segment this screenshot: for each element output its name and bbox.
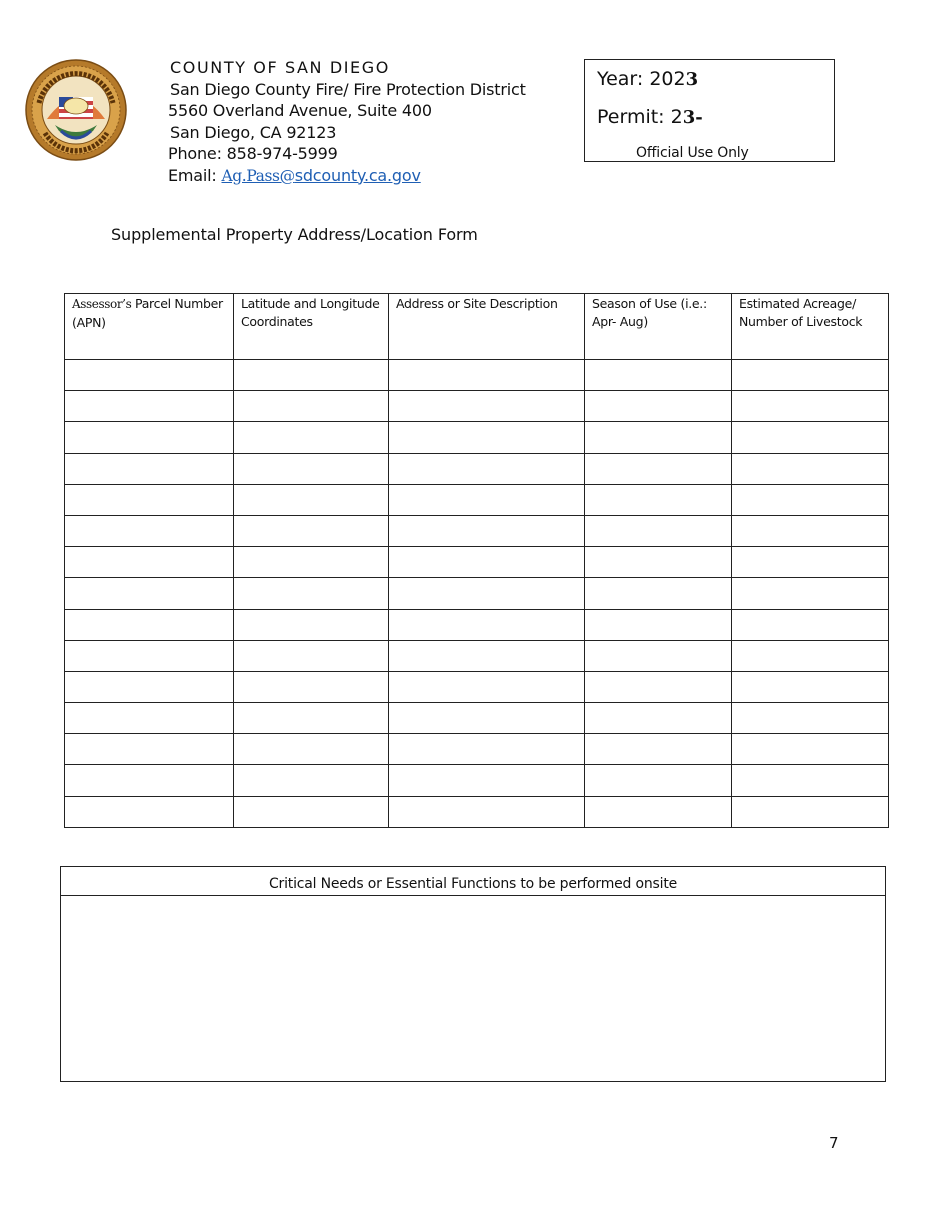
year-field: [597, 68, 698, 90]
permit-label: Permit: 2: [597, 106, 683, 128]
cell-coordinates[interactable]: [234, 671, 389, 702]
cell-address[interactable]: [389, 640, 585, 671]
cell-acreage[interactable]: [732, 453, 889, 484]
cell-season[interactable]: [585, 547, 732, 578]
cell-address[interactable]: [389, 734, 585, 765]
apn-header-rest: Parcel Number (APN): [72, 296, 223, 330]
cell-acreage[interactable]: [732, 671, 889, 702]
table-row: [65, 453, 889, 484]
table-header-row: [65, 294, 889, 360]
cell-apn[interactable]: [65, 453, 234, 484]
cell-address[interactable]: [389, 703, 585, 734]
header-address-block: [168, 57, 526, 187]
cell-apn[interactable]: [65, 765, 234, 796]
permit-suffix: 3-: [682, 107, 703, 128]
table-row: [65, 609, 889, 640]
cell-coordinates[interactable]: [234, 640, 389, 671]
column-header-address: Address or Site Description: [389, 294, 585, 360]
cell-address[interactable]: [389, 578, 585, 609]
table-row: [65, 578, 889, 609]
table-row: [65, 734, 889, 765]
cell-apn[interactable]: [65, 703, 234, 734]
table-row: [65, 360, 889, 391]
cell-apn[interactable]: [65, 578, 234, 609]
cell-season[interactable]: [585, 703, 732, 734]
cell-acreage[interactable]: [732, 609, 889, 640]
cell-address[interactable]: [389, 765, 585, 796]
cell-season[interactable]: [585, 734, 732, 765]
cell-apn[interactable]: [65, 360, 234, 391]
cell-coordinates[interactable]: [234, 422, 389, 453]
email-link-part1: Ag.Pass@: [221, 166, 295, 185]
cell-address[interactable]: [389, 671, 585, 702]
cell-season[interactable]: [585, 422, 732, 453]
phone-line: Phone: 858-974-5999: [168, 144, 338, 163]
table-row: [65, 796, 889, 827]
table-row: [65, 765, 889, 796]
email-label: Email:: [168, 165, 217, 185]
cell-acreage[interactable]: [732, 765, 889, 796]
cell-acreage[interactable]: [732, 547, 889, 578]
table-row: [65, 703, 889, 734]
cell-coordinates[interactable]: [234, 484, 389, 515]
cell-address[interactable]: [389, 391, 585, 422]
cell-address[interactable]: [389, 484, 585, 515]
cell-season[interactable]: [585, 515, 732, 546]
table-row: [65, 422, 889, 453]
official-use-box: [584, 59, 835, 162]
cell-apn[interactable]: [65, 484, 234, 515]
cell-apn[interactable]: [65, 640, 234, 671]
table-row: [65, 391, 889, 422]
department-name: San Diego County Fire/ Fire Protection District: [170, 79, 526, 99]
cell-season[interactable]: [585, 640, 732, 671]
cell-coordinates[interactable]: [234, 360, 389, 391]
cell-apn[interactable]: [65, 391, 234, 422]
cell-coordinates[interactable]: [234, 609, 389, 640]
org-name: COUNTY OF SAN DIEGO: [170, 58, 390, 77]
table-row: [65, 515, 889, 546]
critical-needs-box: [60, 866, 886, 1082]
cell-address[interactable]: [389, 547, 585, 578]
cell-apn[interactable]: [65, 515, 234, 546]
email-line: [168, 165, 526, 188]
permit-field: [597, 106, 703, 128]
official-use-note: Official Use Only: [636, 145, 749, 161]
cell-season[interactable]: [585, 391, 732, 422]
cell-acreage[interactable]: [732, 422, 889, 453]
cell-coordinates[interactable]: [234, 796, 389, 827]
form-title: Supplemental Property Address/Location Form: [111, 225, 478, 244]
cell-coordinates[interactable]: [234, 515, 389, 546]
cell-address[interactable]: [389, 453, 585, 484]
cell-address[interactable]: [389, 796, 585, 827]
cell-coordinates[interactable]: [234, 765, 389, 796]
cell-season[interactable]: [585, 578, 732, 609]
cell-acreage[interactable]: [732, 703, 889, 734]
cell-acreage[interactable]: [732, 734, 889, 765]
cell-acreage[interactable]: [732, 515, 889, 546]
location-table: [64, 293, 889, 828]
cell-address[interactable]: [389, 360, 585, 391]
column-header-acreage: Estimated Acreage/ Number of Livestock: [732, 294, 889, 360]
column-header-season: Season of Use (i.e.: Apr- Aug): [585, 294, 732, 360]
cell-apn[interactable]: [65, 422, 234, 453]
cell-season[interactable]: [585, 484, 732, 515]
address-line-1: 5560 Overland Avenue, Suite 400: [168, 101, 432, 120]
address-line-2: San Diego, CA 92123: [170, 122, 337, 142]
cell-season[interactable]: [585, 360, 732, 391]
cell-acreage[interactable]: [732, 360, 889, 391]
cell-coordinates[interactable]: [234, 734, 389, 765]
cell-acreage[interactable]: [732, 578, 889, 609]
column-header-coordinates: Latitude and Longitude Coordinates: [234, 294, 389, 360]
county-seal-logo-icon: [25, 59, 127, 161]
cell-coordinates[interactable]: [234, 453, 389, 484]
cell-address[interactable]: [389, 515, 585, 546]
cell-season[interactable]: [585, 453, 732, 484]
column-header-apn: [65, 294, 234, 360]
table-row: [65, 640, 889, 671]
cell-apn[interactable]: [65, 547, 234, 578]
cell-acreage[interactable]: [732, 640, 889, 671]
table-row: [65, 671, 889, 702]
cell-apn[interactable]: [65, 796, 234, 827]
cell-coordinates[interactable]: [234, 703, 389, 734]
table-row: [65, 484, 889, 515]
cell-address[interactable]: [389, 422, 585, 453]
cell-season[interactable]: [585, 796, 732, 827]
cell-coordinates[interactable]: [234, 391, 389, 422]
email-link-part2: sdcounty.ca.gov: [294, 165, 421, 185]
cell-apn[interactable]: [65, 734, 234, 765]
page-number: 7: [829, 1134, 839, 1152]
year-label: Year: 202: [597, 68, 686, 90]
table-body: [65, 360, 889, 828]
critical-needs-header: Critical Needs or Essential Functions to be performed onsite: [61, 867, 885, 896]
cell-acreage[interactable]: [732, 391, 889, 422]
cell-season[interactable]: [585, 765, 732, 796]
apn-header-prefix: Assessor’s: [72, 297, 132, 311]
email-link[interactable]: [221, 166, 420, 185]
cell-acreage[interactable]: [732, 484, 889, 515]
year-suffix: 3: [685, 69, 699, 90]
cell-coordinates[interactable]: [234, 578, 389, 609]
cell-address[interactable]: [389, 609, 585, 640]
cell-season[interactable]: [585, 609, 732, 640]
cell-season[interactable]: [585, 671, 732, 702]
cell-apn[interactable]: [65, 671, 234, 702]
table-row: [65, 547, 889, 578]
cell-coordinates[interactable]: [234, 547, 389, 578]
critical-needs-input-area[interactable]: [61, 896, 885, 1082]
cell-apn[interactable]: [65, 609, 234, 640]
cell-acreage[interactable]: [732, 796, 889, 827]
